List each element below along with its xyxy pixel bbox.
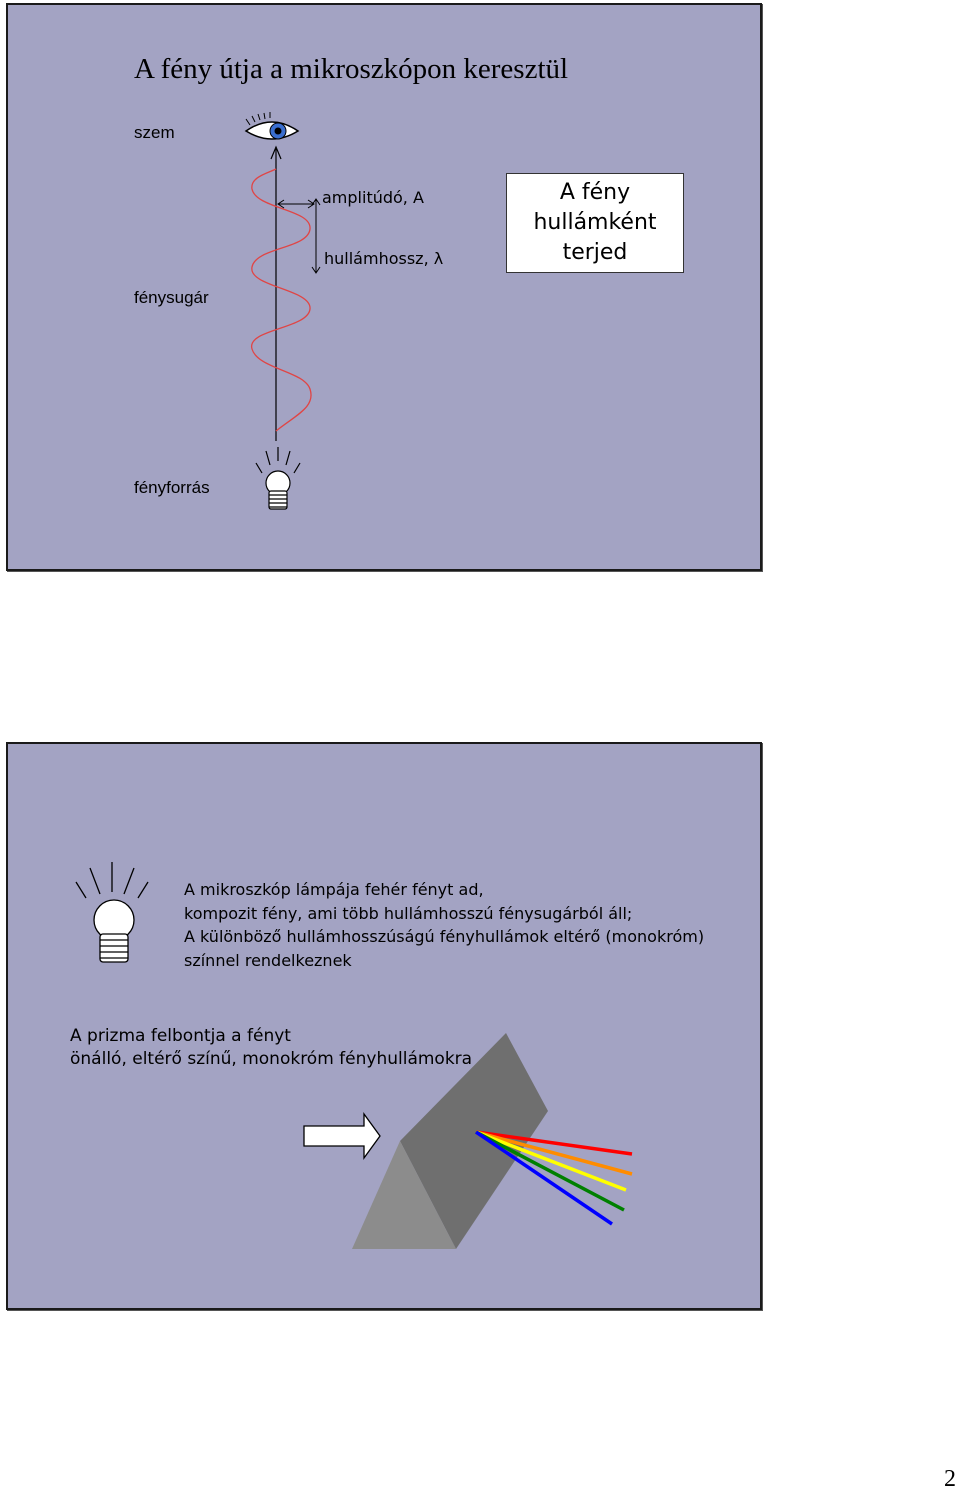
paragraph-line-3: A különböző hullámhosszúságú fényhullámok eltérő (monokróm) — [184, 927, 705, 946]
spectrum-rays — [476, 1132, 636, 1232]
label-light-source: fényforrás — [134, 478, 210, 497]
wave-note-line-1: A fény — [559, 180, 631, 205]
white-light-paragraph — [184, 878, 704, 972]
light-bulb-icon — [72, 858, 154, 968]
light-wave-diagram — [238, 145, 338, 445]
slide-white-light — [6, 742, 762, 1310]
prism-caption-line-2: önálló, eltérő színű, monokróm fényhullámokra — [70, 1049, 473, 1069]
slide-light-path — [6, 3, 762, 571]
label-light-ray: fénysugár — [134, 288, 209, 307]
prism-caption-line-1: A prizma felbontja a fényt — [70, 1026, 291, 1046]
wave-note-line-3: terjed — [562, 240, 628, 265]
light-bulb-icon — [248, 445, 308, 515]
slide-title: A fény útja a mikroszkópon keresztül — [134, 53, 569, 85]
label-eye: szem — [134, 123, 175, 142]
light-wave-curve — [252, 169, 311, 431]
paragraph-line-1: A mikroszkóp lámpája fehér fényt ad, — [184, 880, 484, 899]
page-number: 2 — [944, 1466, 956, 1492]
eye-icon — [242, 115, 302, 149]
spectrum-ray-orange — [476, 1132, 632, 1174]
paragraph-line-2: kompozit fény, ami több hullámhosszú fénysugárból áll; — [184, 903, 633, 923]
wave-note-line-2: hullámként — [533, 210, 657, 235]
label-amplitude: amplitúdó, A — [322, 188, 424, 207]
label-wavelength: hullámhossz, λ — [324, 249, 444, 268]
paragraph-line-4: színnel rendelkeznek — [184, 950, 352, 970]
wave-note-box — [506, 173, 684, 273]
